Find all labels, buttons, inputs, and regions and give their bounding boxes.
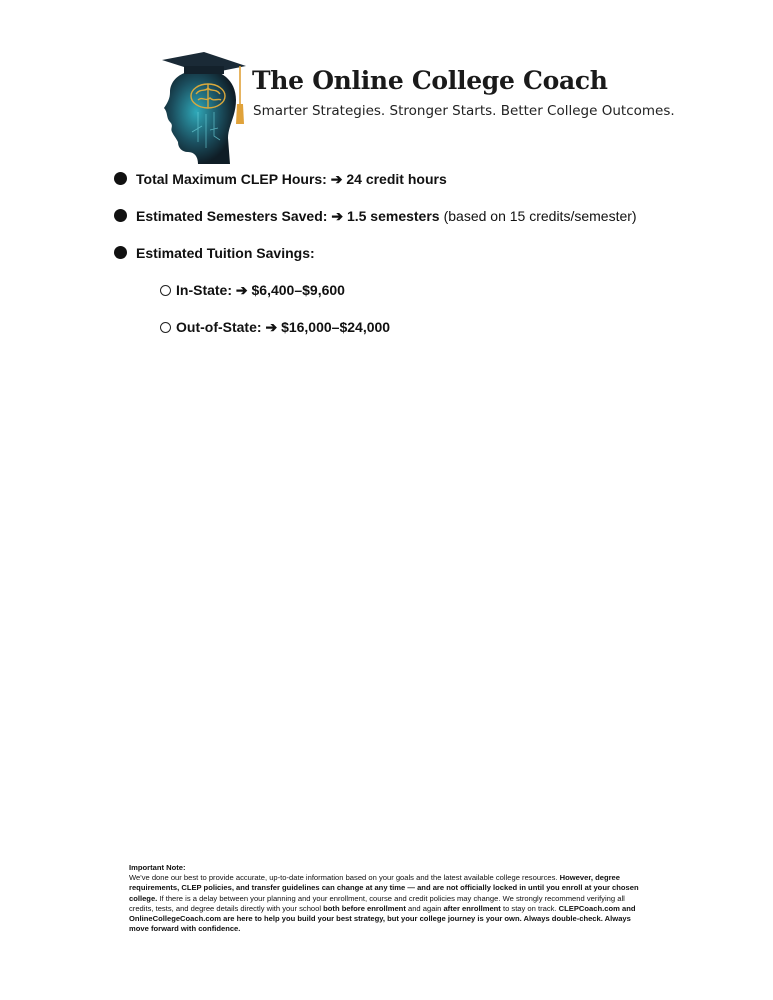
note-emphasis: after enrollment — [443, 903, 501, 913]
graduate-head-logo-icon — [158, 52, 248, 164]
important-note-body — [129, 873, 639, 934]
note-text: and again — [405, 903, 444, 913]
tuition-savings-item — [114, 244, 315, 262]
arrow-icon: ➔ — [330, 171, 343, 187]
brand-tagline: Smarter Strategies. Stronger Starts. Better College Outcomes. — [253, 103, 675, 119]
bullet-icon — [114, 172, 127, 185]
important-note — [129, 863, 639, 934]
out-of-state-value: $16,000–$24,000 — [281, 319, 391, 335]
clep-hours-value: 24 credit hours — [346, 171, 447, 187]
note-emphasis: However, degree requirements, CLEP policies, and transfer guidelines can change at any time — and are not officially locked in until you enroll at your chosen college. — [129, 873, 639, 903]
in-state-label: In-State: — [176, 282, 232, 298]
semesters-saved-item — [114, 207, 637, 225]
note-text: to stay on track. — [500, 903, 559, 913]
bullet-icon — [114, 246, 127, 259]
tuition-savings-label: Estimated Tuition Savings: — [136, 245, 315, 261]
important-note-heading: Important Note: — [129, 863, 186, 872]
bullet-icon — [114, 209, 127, 222]
in-state-value: $6,400–$9,600 — [251, 282, 345, 298]
arrow-icon: ➔ — [331, 208, 344, 224]
out-of-state-label: Out-of-State: — [176, 319, 262, 335]
clep-hours-label: Total Maximum CLEP Hours: — [136, 171, 327, 187]
brand-title: The Online College Coach — [252, 66, 608, 95]
note-text: We've done our best to provide accurate, up-to-date information based on your goals and the latest available college resources. — [129, 873, 560, 883]
semesters-note: (based on 15 credits/semester) — [443, 208, 637, 224]
semesters-saved-value: 1.5 semesters — [346, 208, 440, 224]
note-emphasis: both before enrollment — [323, 903, 406, 913]
in-state-item — [160, 281, 345, 299]
note-text: If there is a delay between your planning and your enrollment, course and credit policies may change. We strongly recommend verifying all credits, tests, and degree details directly with your school — [129, 893, 625, 913]
clep-hours-item — [114, 170, 447, 188]
arrow-icon: ➔ — [265, 319, 278, 335]
hollow-bullet-icon — [160, 322, 171, 333]
arrow-icon: ➔ — [235, 282, 248, 298]
hollow-bullet-icon — [160, 285, 171, 296]
semesters-saved-label: Estimated Semesters Saved: — [136, 208, 328, 224]
note-emphasis: CLEPCoach.com and OnlineCollegeCoach.com are here to help you build your best strategy, but your college journey is your own. Always double-check. Always move forward with confidence. — [129, 903, 636, 934]
out-of-state-item — [160, 318, 390, 336]
